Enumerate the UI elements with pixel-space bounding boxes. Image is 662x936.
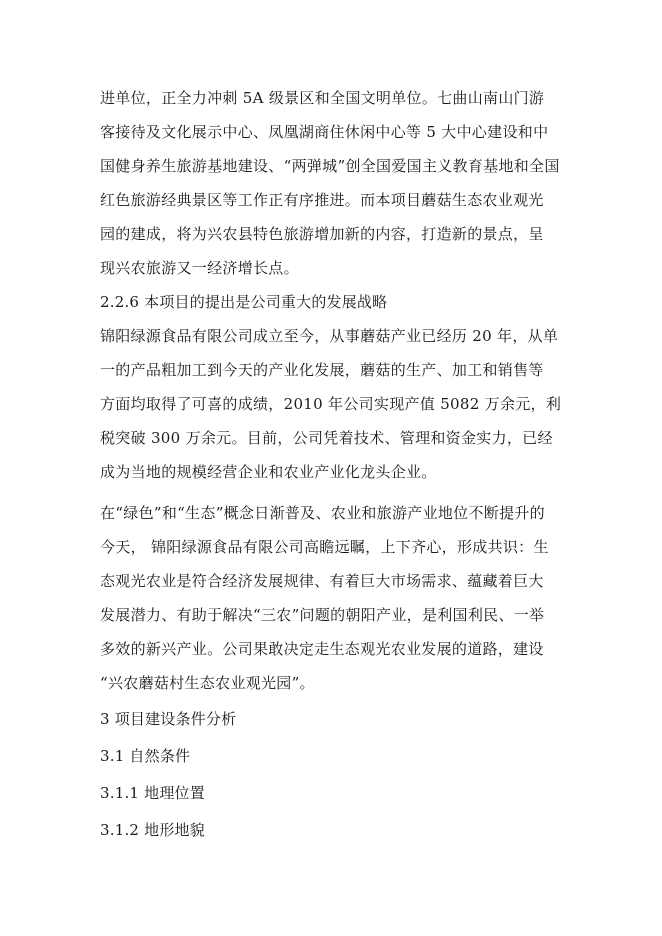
paragraph-line: 在“绿色”和“生态”概念日渐普及、农业和旅游产业地位不断提升的 [100, 504, 545, 522]
paragraph-line: 成为当地的规模经营企业和农业产业化龙头企业。 [100, 463, 437, 481]
section-heading-2-2-6: 2.2.6 本项目的提出是公司重大的发展战略 [100, 293, 388, 311]
paragraph-line: “兴农蘑菇村生态农业观光园”。 [100, 674, 315, 692]
paragraph-line: 园的建成，将为兴农县特色旅游增加新的内容，打造新的景点，呈 [100, 225, 544, 243]
paragraph-line: 一的产品粗加工到今天的产业化发展，蘑菇的生产、加工和销售等 [100, 361, 544, 379]
paragraph-line: 进单位，正全力冲刺 5A 级景区和全国文明单位。七曲山南山门游 [100, 89, 545, 107]
paragraph-line: 国健身养生旅游基地建设、“两弹城”创全国爱国主义教育基地和全国 [100, 157, 560, 175]
paragraph-line: 锦阳绿源食品有限公司成立至今，从事蘑菇产业已经历 20 年，从单 [100, 327, 559, 345]
paragraph-line: 态观光农业是符合经济发展规律、有着巨大市场需求、蕴藏着巨大 [100, 572, 544, 590]
paragraph-line: 客接待及文化展示中心、凤凰湖商住休闲中心等 5 大中心建设和中 [100, 123, 549, 141]
paragraph-line: 方面均取得了可喜的成绩，2010 年公司实现产值 5082 万余元，利 [100, 395, 562, 413]
paragraph-line: 现兴农旅游又一经济增长点。 [100, 259, 299, 277]
section-heading-3: 3 项目建设条件分析 [100, 710, 237, 728]
paragraph-line: 今天， 锦阳绿源食品有限公司高瞻远瞩，上下齐心，形成共识：生 [100, 538, 549, 556]
paragraph-line: 多效的新兴产业。公司果敢决定走生态观光农业发展的道路，建设 [100, 640, 544, 658]
paragraph-line: 税突破 300 万余元。目前，公司凭着技术、管理和资金实力，已经 [100, 429, 553, 447]
section-heading-3-1-2: 3.1.2 地形地貌 [100, 821, 205, 839]
section-heading-3-1-1: 3.1.1 地理位置 [100, 784, 205, 802]
paragraph-line: 红色旅游经典景区等工作正有序推进。而本项目蘑菇生态农业观光 [100, 191, 544, 209]
paragraph-line: 发展潜力、有助于解决“三农”问题的朝阳产业，是利国利民、一举 [100, 606, 545, 624]
section-heading-3-1: 3.1 自然条件 [100, 747, 191, 765]
